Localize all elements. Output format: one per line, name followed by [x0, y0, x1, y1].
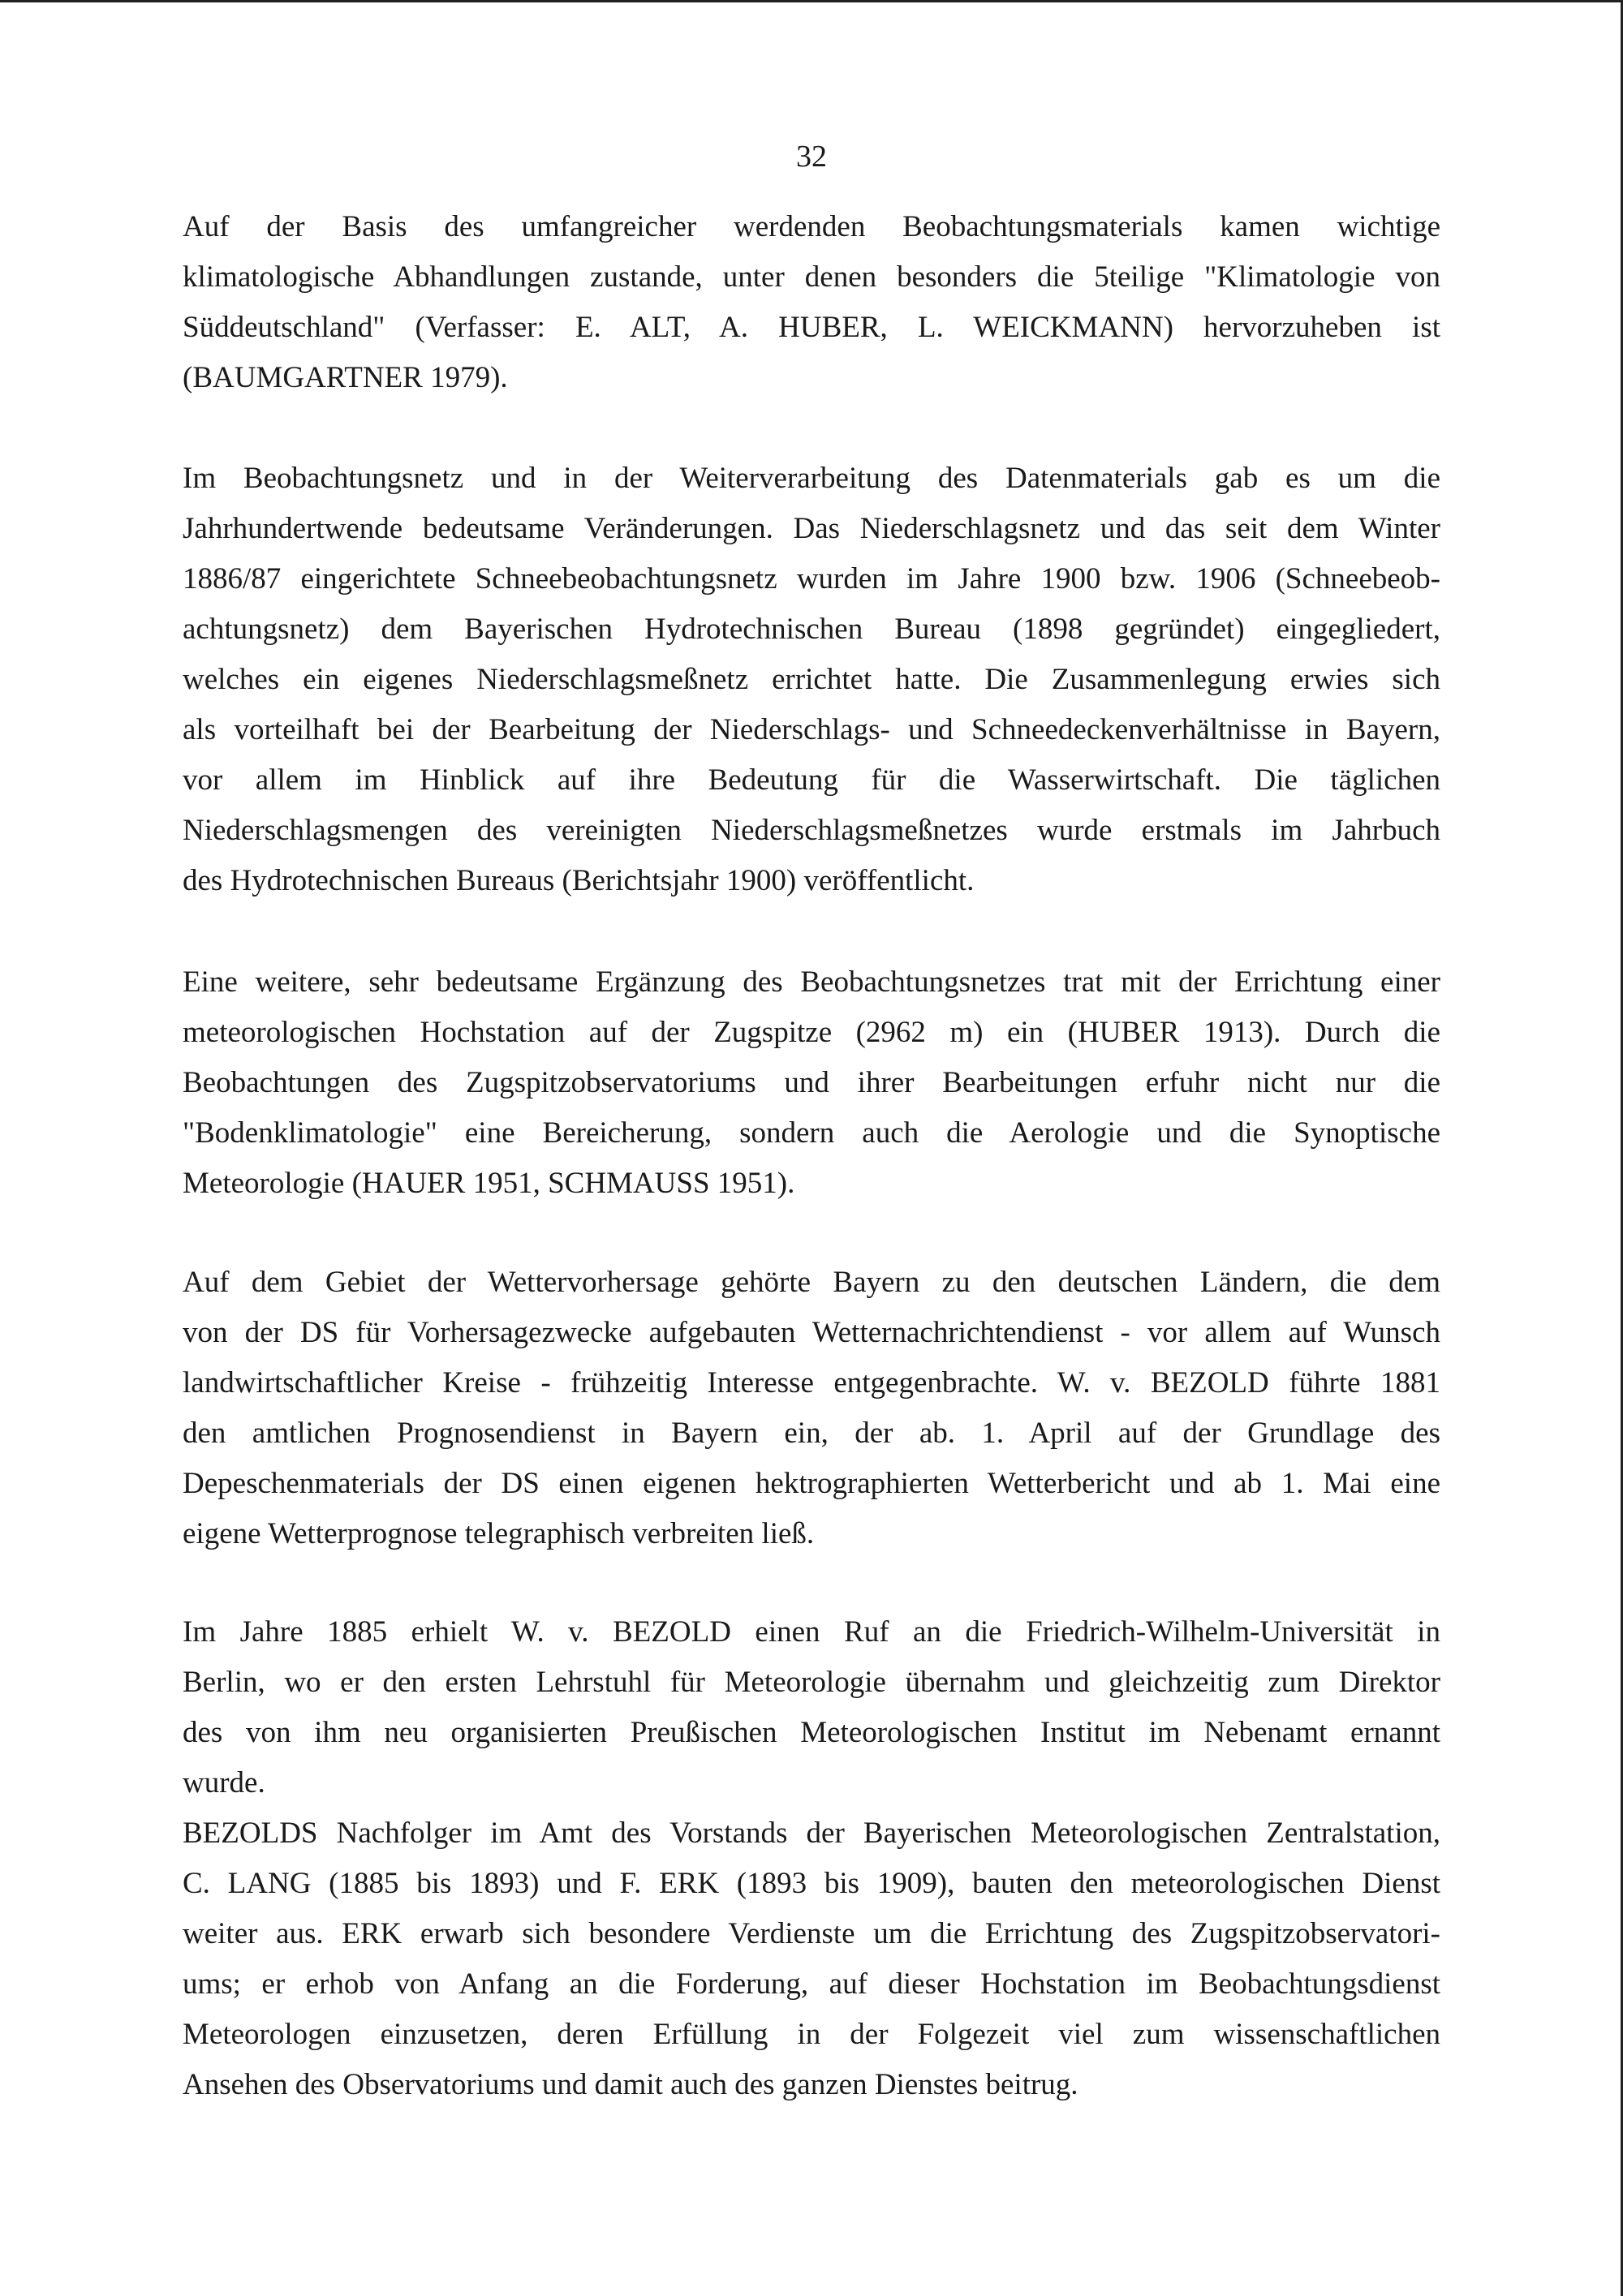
page-number: 32 [796, 140, 827, 174]
text-line: Depeschenmaterials der DS einen eigenen hektrographierten Wetterbericht und ab 1. Mai eine [183, 1467, 1440, 1500]
text-line: eigene Wetterprognose telegraphisch verbreiten ließ. [183, 1517, 815, 1550]
text-line: "Bodenklimatologie" eine Bereicherung, sondern auch die Aerologie und die Synoptische [183, 1116, 1440, 1150]
text-line: wurde. [183, 1766, 265, 1799]
paragraph-climatology-treatises [183, 202, 1440, 403]
text-line: Berlin, wo er den ersten Lehrstuhl für Meteorologie übernahm und gleichzeitig zum Direktor [183, 1666, 1440, 1699]
text-line: den amtlichen Prognosendienst in Bayern ein, der ab. 1. April auf der Grundlage des [183, 1417, 1440, 1450]
text-line: (BAUMGARTNER 1979). [183, 361, 508, 394]
text-line: BEZOLDS Nachfolger im Amt des Vorstands der Bayerischen Meteorologischen Zentralstation, [183, 1817, 1440, 1850]
text-line: des von ihm neu organisierten Preußischen Meteorologischen Institut im Nebenamt ernannt [183, 1716, 1440, 1749]
text-line: meteorologischen Hochstation auf der Zugspitze (2962 m) ein (HUBER 1913). Durch die [183, 1016, 1440, 1049]
paragraph-bezold-successors [183, 1607, 1440, 2110]
text-line: Meteorologie (HAUER 1951, SCHMAUSS 1951). [183, 1167, 795, 1200]
text-line: Im Beobachtungsnetz und in der Weiterverarbeitung des Datenmaterials gab es um die [183, 462, 1440, 495]
text-line: klimatologische Abhandlungen zustande, unter denen besonders die 5teilige "Klimatologie von [183, 260, 1440, 294]
text-line: des Hydrotechnischen Bureaus (Berichtsjahr 1900) veröffentlicht. [183, 864, 975, 897]
text-line: welches ein eigenes Niederschlagsmeßnetz errichtet hatte. Die Zusammenlegung erwies sich [183, 663, 1440, 696]
text-line: Ansehen des Observatoriums und damit auch des ganzen Dienstes beitrug. [183, 2068, 1078, 2101]
text-line: landwirtschaftlicher Kreise - frühzeitig Interesse entgegenbrachte. W. v. BEZOLD führte 1881 [183, 1366, 1440, 1400]
text-line: Auf dem Gebiet der Wettervorhersage gehörte Bayern zu den deutschen Ländern, die dem [183, 1266, 1440, 1299]
text-line: Jahrhundertwende bedeutsame Veränderungen. Das Niederschlagsnetz und das seit dem Winter [183, 512, 1440, 545]
text-line: 1886/87 eingerichtete Schneebeobachtungsnetz wurden im Jahre 1900 bzw. 1906 (Schneebeob- [183, 562, 1440, 595]
text-line: als vorteilhaft bei der Bearbeitung der Niederschlags- und Schneedeckenverhältnisse in Bayern, [183, 713, 1440, 746]
text-line: Beobachtungen des Zugspitzobservatoriums und ihrer Bearbeitungen erfuhr nicht nur die [183, 1066, 1440, 1099]
text-line: Meteorologen einzusetzen, deren Erfüllung in der Folgezeit viel zum wissenschaftlichen [183, 2018, 1440, 2051]
paragraph-zugspitze-station [183, 957, 1440, 1209]
paragraph-observation-network [183, 454, 1440, 906]
text-line: Eine weitere, sehr bedeutsame Ergänzung des Beobachtungsnetzes trat mit der Errichtung einer [183, 965, 1440, 999]
text-line: Im Jahre 1885 erhielt W. v. BEZOLD einen Ruf an die Friedrich-Wilhelm-Universität in [183, 1615, 1440, 1649]
text-line: ums; er erhob von Anfang an die Forderung, auf dieser Hochstation im Beobachtungsdienst [183, 1967, 1440, 2001]
text-line: von der DS für Vorhersagezwecke aufgebauten Wetternachrichtendienst - vor allem auf Wunsch [183, 1316, 1440, 1349]
text-line: achtungsnetz) dem Bayerischen Hydrotechnischen Bureau (1898 gegründet) eingegliedert, [183, 613, 1440, 646]
text-line: Auf der Basis des umfangreicher werdenden Beobachtungsmaterials kamen wichtige [183, 210, 1440, 243]
text-line: Süddeutschland" (Verfasser: E. ALT, A. HUBER, L. WEICKMANN) hervorzuheben ist [183, 311, 1440, 344]
text-line: Niederschlagsmengen des vereinigten Niederschlagsmeßnetzes wurde erstmals im Jahrbuch [183, 814, 1440, 847]
paragraph-weather-forecast [183, 1258, 1440, 1559]
text-line: C. LANG (1885 bis 1893) und F. ERK (1893 bis 1909), bauten den meteorologischen Dienst [183, 1867, 1440, 1900]
text-line: vor allem im Hinblick auf ihre Bedeutung für die Wasserwirtschaft. Die täglichen [183, 763, 1440, 797]
text-line: weiter aus. ERK erwarb sich besondere Verdienste um die Errichtung des Zugspitzobservatori- [183, 1917, 1440, 1950]
